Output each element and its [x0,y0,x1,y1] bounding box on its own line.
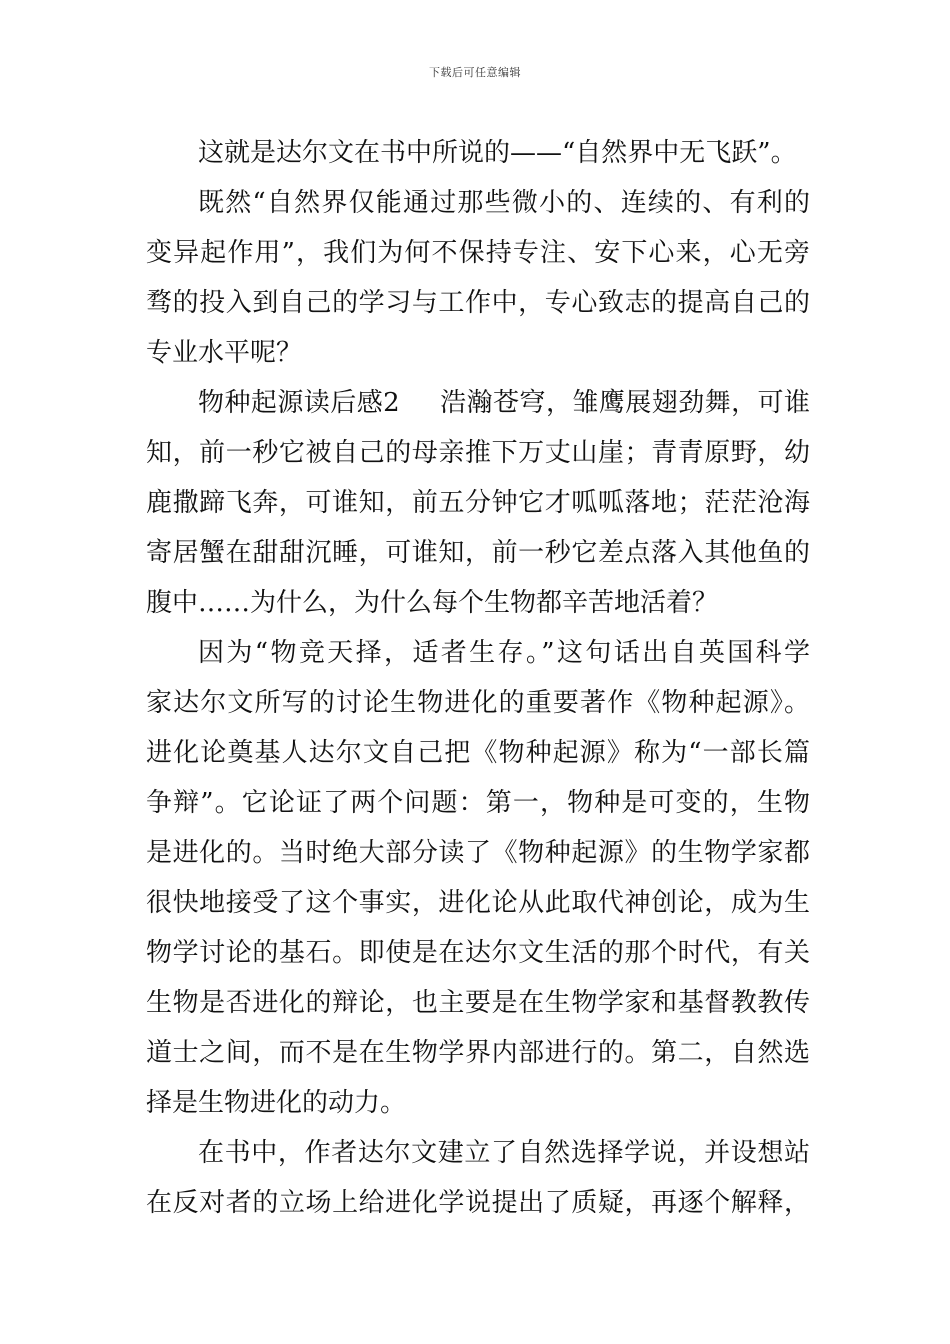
text-line: 家达尔文所写的讨论生物进化的重要著作《物种起源》。 [146,688,810,718]
text-line: 生物是否进化的辩论，也主要是在生物学家和基督教教传 [146,988,810,1018]
text-line: 腹中……为什么，为什么每个生物都辛苦地活着？ [146,588,719,618]
text-line: 因为“物竞天择，适者生存。”这句话出自英国科学 [198,638,810,668]
section-title: 物种起源读后感2 [198,388,400,418]
text-line: 很快地接受了这个事实，进化论从此取代神创论，成为生 [146,888,810,918]
text-line-segment: 浩瀚苍穹，雏鹰展翅劲舞，可谁 [439,388,810,418]
text-line: 在反对者的立场上给进化学说提出了质疑，再逐个解释， [146,1188,810,1218]
text-line: 物学讨论的基石。即使是在达尔文生活的那个时代，有关 [146,938,810,968]
text-line: 专业水平呢？ [146,338,303,368]
text-line: 骛的投入到自己的学习与工作中，专心致志的提高自己的 [146,288,810,318]
text-line: 争辩”。它论证了两个问题：第一，物种是可变的，生物 [146,788,810,818]
text-line: 寄居蟹在甜甜沉睡，可谁知，前一秒它差点落入其他鱼的 [146,538,810,568]
text-line: 是进化的。当时绝大部分读了《物种起源》的生物学家都 [146,838,810,868]
text-line: 这就是达尔文在书中所说的——“自然界中无飞跃”。 [198,138,797,168]
document-body [146,128,810,1228]
text-line: 既然“自然界仅能通过那些微小的、连续的、有利的 [198,188,810,218]
text-line: 择是生物进化的动力。 [146,1088,407,1118]
header-note: 下载后可任意编辑 [429,66,521,79]
text-line: 知，前一秒它被自己的母亲推下万丈山崖；青青原野，幼 [146,438,810,468]
text-line-with-title [146,378,810,428]
text-line: 在书中，作者达尔文建立了自然选择学说，并设想站 [198,1138,810,1168]
text-line: 变异起作用”，我们为何不保持专注、安下心来，心无旁 [146,238,810,268]
text-line: 道士之间，而不是在生物学界内部进行的。第二，自然选 [146,1038,810,1068]
text-line: 鹿撒蹄飞奔，可谁知，前五分钟它才呱呱落地；茫茫沧海 [146,488,810,518]
text-line: 进化论奠基人达尔文自己把《物种起源》称为“一部长篇 [146,738,810,768]
